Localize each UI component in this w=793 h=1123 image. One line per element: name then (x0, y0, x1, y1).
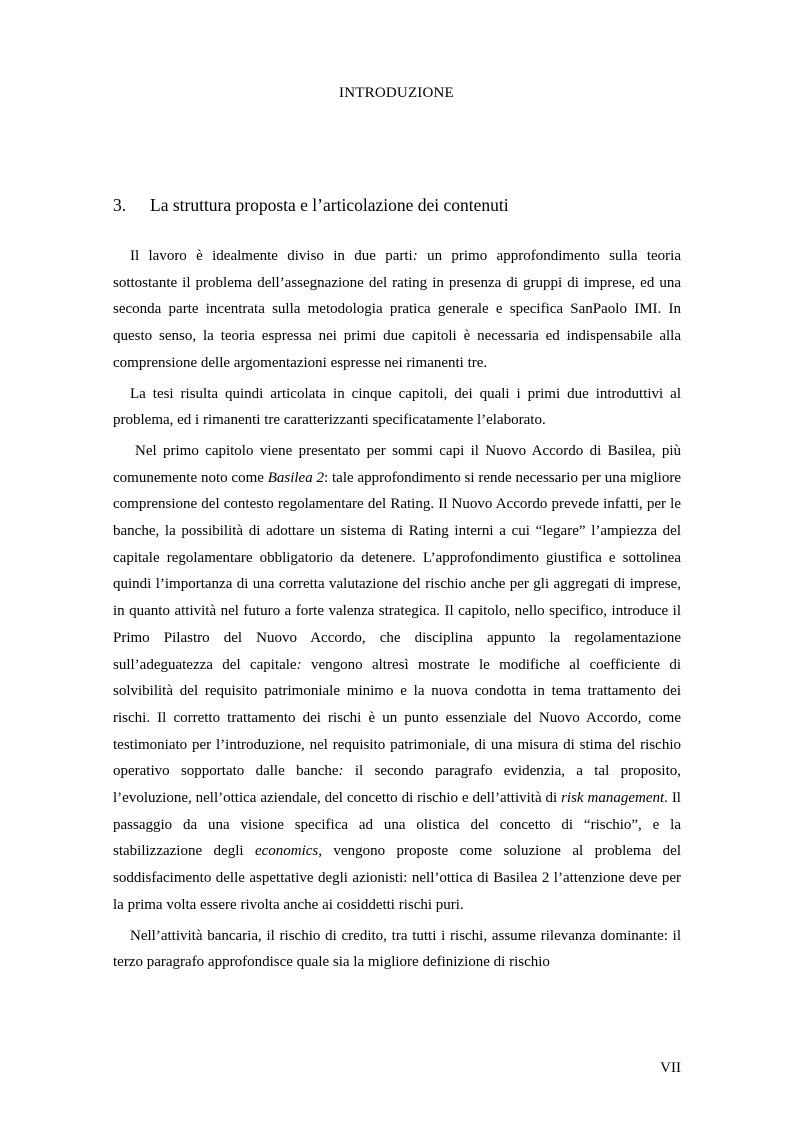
text-run: Nel primo capitolo viene presentato per sommi capi il Nuovo Accordo di Basilea, più comunemente noto come (113, 442, 681, 486)
text-run: Il lavoro è idealmente diviso in due parti (130, 248, 413, 264)
italic-run: : (338, 763, 344, 780)
italic-run: : (296, 656, 302, 673)
text-run: vengono altresì mostrate le modifiche al coefficiente di solvibilità del requisito patrimoniale minimo e la nuova condotta in tema trattamento dei rischi. Il corretto trattamento dei rischi è un punto essenziale del Nuovo Accordo, come testimoniato per l’introduzione, nel requisito patrimoniale, di una misura di stima del rischio operativo sopportato dalle banche (113, 656, 681, 780)
text-run: un primo approfondimento sulla teoria sottostante il problema dell’assegnazione del rating in presenza di gruppi di imprese, ed una seconda parte incentrata sulla metodologia pratica generale e specifica SanPaolo IMI. In questo senso, la teoria espressa nei primi due capitoli è necessaria ed indispensabile alla comprensione delle argomentazioni espresse nei rimanenti tre. (113, 248, 681, 371)
text-run: . Il passaggio da una visione specifica ad una olistica del concetto di “rischio”, e la stabilizzazione degli (113, 790, 681, 860)
italic-run: : (412, 248, 418, 264)
section-heading (113, 195, 509, 216)
text-run: Nell’attività bancaria, il rischio di credito, tra tutti i rischi, assume rilevanza dominante: il terzo paragrafo approfondisce quale sia la migliore definizione di rischio (113, 927, 681, 971)
page-number: VII (660, 1060, 681, 1076)
text-run: : tale approfondimento si rende necessario per una migliore comprensione del contesto regolamentare del Rating. Il Nuovo Accordo prevede infatti, per le banche, la possibilità di adottare un sistema di Rating interni a cui “legare” l’ampiezza del capitale regolamentare obbligatorio da detenere. L’approfondimento giustifica e sottolinea quindi l’importanza di una corretta valutazione del rischio anche per gli aggregati di imprese, in quanto attività nel futuro a forte valenza strategica. Il capitolo, nello specifico, introduce il Primo Pilastro del Nuovo Accordo, che disciplina appunto la regolamentazione sull’adeguatezza del capitale (113, 469, 681, 673)
section-title: La struttura proposta e l’articolazione dei contenuti (150, 195, 509, 215)
text-run: , vengono proposte come soluzione al problema del soddisfacimento delle aspettative degli azionisti: nell’ottica di Basilea 2 l’attenzione deve per la prima volta essere rivolta anche ai cosiddetti rischi puri. (113, 843, 681, 913)
running-header: INTRODUZIONE (339, 85, 454, 101)
paragraph (113, 438, 681, 919)
section-number: 3. (113, 195, 127, 215)
italic-run: economics (254, 843, 319, 860)
italic-run: Basilea 2 (267, 469, 325, 486)
body-text (113, 243, 681, 980)
paragraph (113, 243, 681, 377)
italic-run: risk management (561, 790, 665, 807)
text-run: La tesi risulta quindi articolata in cinque capitoli, dei quali i primi due introduttivi al problema, ed i rimanenti tre caratterizzanti specificatamente l’elaborato. (113, 385, 681, 429)
paragraph (113, 381, 681, 434)
text-run: il secondo paragrafo evidenzia, a tal proposito, l’evoluzione, nell’ottica aziendale, del concetto di rischio e dell’attività di (113, 763, 681, 807)
paragraph (113, 923, 681, 976)
